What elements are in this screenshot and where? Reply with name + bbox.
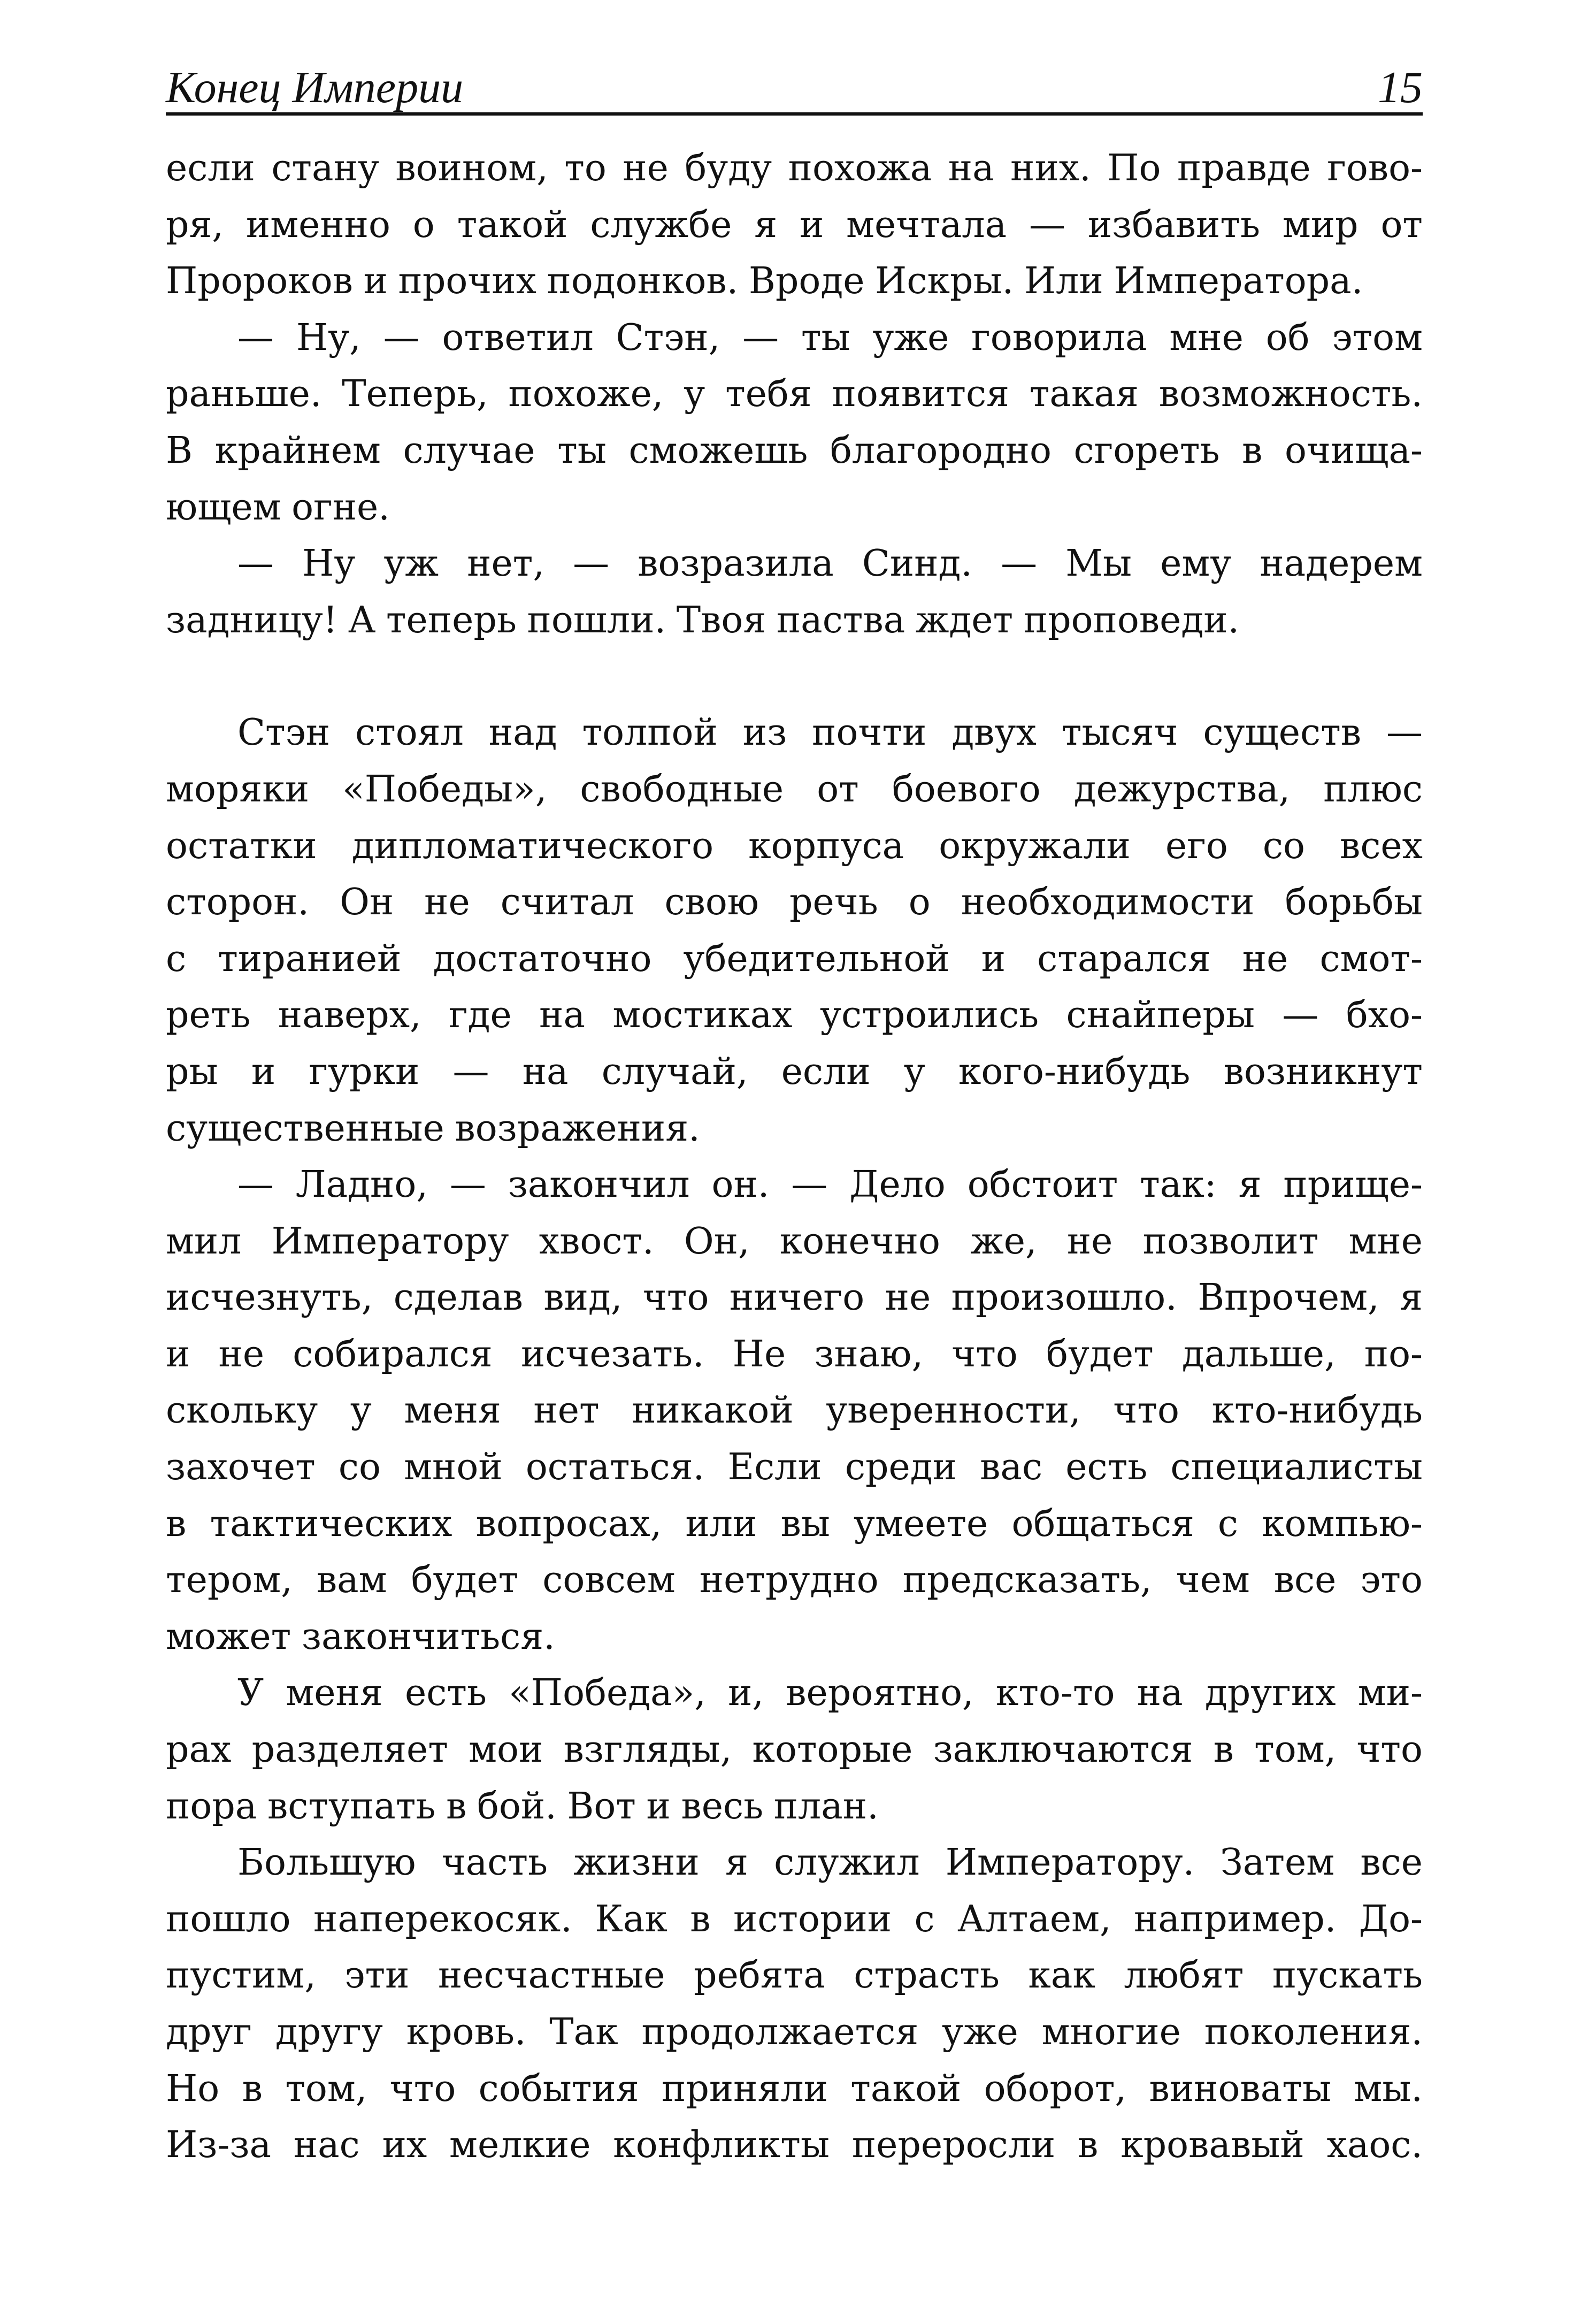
text-line: Из-за нас их мелкие конфликты переросли в кровавый хаос. bbox=[166, 2124, 1423, 2167]
text-line: Но в том, что события приняли такой оборот, виноваты мы. bbox=[166, 2067, 1423, 2110]
page-header bbox=[166, 53, 1423, 116]
text-line: может закончиться. bbox=[166, 1615, 555, 1658]
text-line: мил Императору хвост. Он, конечно же, не позволит мне bbox=[166, 1220, 1423, 1263]
text-line: скольку у меня нет никакой уверенности, что кто-нибудь bbox=[166, 1389, 1423, 1432]
text-line: ющем огне. bbox=[166, 486, 390, 529]
text-line: и не собирался исчезать. Не знаю, что будет дальше, по- bbox=[166, 1333, 1423, 1375]
text-line: реть наверх, где на мостиках устроились снайперы — бхо- bbox=[166, 994, 1423, 1037]
text-line: в тактических вопросах, или вы умеете общаться с компью- bbox=[166, 1502, 1423, 1545]
text-line: задницу! А теперь пошли. Твоя паства ждет проповеди. bbox=[166, 599, 1240, 641]
text-line: исчезнуть, сделав вид, что ничего не произошло. Впрочем, я bbox=[166, 1276, 1423, 1319]
text-line: Большую часть жизни я служил Императору. Затем все bbox=[237, 1841, 1423, 1884]
text-line: Пророков и прочих подонков. Вроде Искры. Или Императора. bbox=[166, 260, 1363, 303]
text-line: ря, именно о такой службе я и мечтала — избавить мир от bbox=[166, 203, 1423, 246]
text-line: — Ладно, — закончил он. — Дело обстоит так: я прище- bbox=[237, 1164, 1423, 1206]
text-line: сторон. Он не считал свою речь о необходимости борьбы bbox=[166, 881, 1423, 924]
text-line: друг другу кровь. Так продолжается уже многие поколения. bbox=[166, 2011, 1423, 2053]
body-text bbox=[166, 140, 1423, 2174]
text-line: Стэн стоял над толпой из почти двух тысяч существ — bbox=[237, 712, 1423, 754]
text-line: если стану воином, то не буду похожа на них. По правде гово- bbox=[166, 147, 1423, 189]
text-line: тером, вам будет совсем нетрудно предсказать, чем все это bbox=[166, 1559, 1423, 1602]
text-line: — Ну, — ответил Стэн, — ты уже говорила мне об этом bbox=[237, 316, 1423, 359]
text-line: ры и гурки — на случай, если у кого-нибудь возникнут bbox=[166, 1050, 1423, 1093]
text-line: В крайнем случае ты сможешь благородно сгореть в очища- bbox=[166, 429, 1423, 472]
text-line: У меня есть «Победа», и, вероятно, кто-то на других ми- bbox=[237, 1672, 1423, 1715]
page-number: 15 bbox=[1378, 63, 1423, 112]
text-line: с тиранией достаточно убедительной и старался не смот- bbox=[166, 937, 1423, 980]
text-line: раньше. Теперь, похоже, у тебя появится такая возможность. bbox=[166, 373, 1423, 416]
text-line: пора вступать в бой. Вот и весь план. bbox=[166, 1785, 879, 1828]
text-line: захочет со мной остаться. Если среди вас есть специалисты bbox=[166, 1446, 1423, 1489]
text-line: — Ну уж нет, — возразила Синд. — Мы ему надерем bbox=[237, 542, 1423, 585]
text-line: остатки дипломатического корпуса окружали его со всех bbox=[166, 824, 1423, 867]
text-line: рах разделяет мои взгляды, которые заключаются в том, что bbox=[166, 1729, 1423, 1771]
text-line: моряки «Победы», свободные от боевого дежурства, плюс bbox=[166, 768, 1423, 811]
text-line: существенные возражения. bbox=[166, 1107, 700, 1150]
text-line: пошло наперекосяк. Как в истории с Алтаем, например. До- bbox=[166, 1898, 1423, 1940]
text-line: пустим, эти несчастные ребята страсть как любят пускать bbox=[166, 1954, 1423, 1997]
running-title: Конец Империи bbox=[166, 63, 464, 112]
